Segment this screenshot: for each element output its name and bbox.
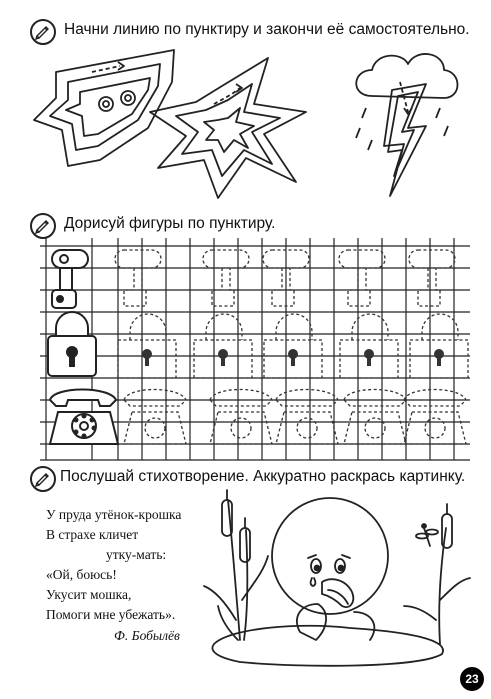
rocket-maze [34,50,174,166]
task-3-instruction: Послушай стихотворение. Аккуратно раскрась картинку. [60,468,466,485]
poem-line: Укусит мошка, [46,587,132,602]
poem-line: «Ой, боюсь! [46,567,117,582]
key-sample [52,250,88,308]
task-1-instruction: Начни линию по пунктиру и закончи её самостоятельно. [64,21,470,38]
padlock-sample [48,312,96,376]
task-2-instruction: Дорисуй фигуры по пунктиру. [64,215,276,232]
telephone-dashed-row [124,390,466,445]
poem [46,505,246,646]
poem-line: Помоги мне убежать». [46,607,176,622]
cloud-lightning-maze [356,54,458,196]
poem-line: В страхе кличет [46,527,139,542]
star-maze [150,58,306,198]
poem-line: У пруда утёнок-крошка [46,507,182,522]
page-number: 23 [460,667,484,691]
poem-author: Ф. Бобылёв [114,628,180,643]
padlock-dashed-row [118,314,468,378]
padlock-keyhole-row [142,349,444,366]
telephone-sample [50,390,118,445]
poem-line: утку-мать: [106,547,167,562]
